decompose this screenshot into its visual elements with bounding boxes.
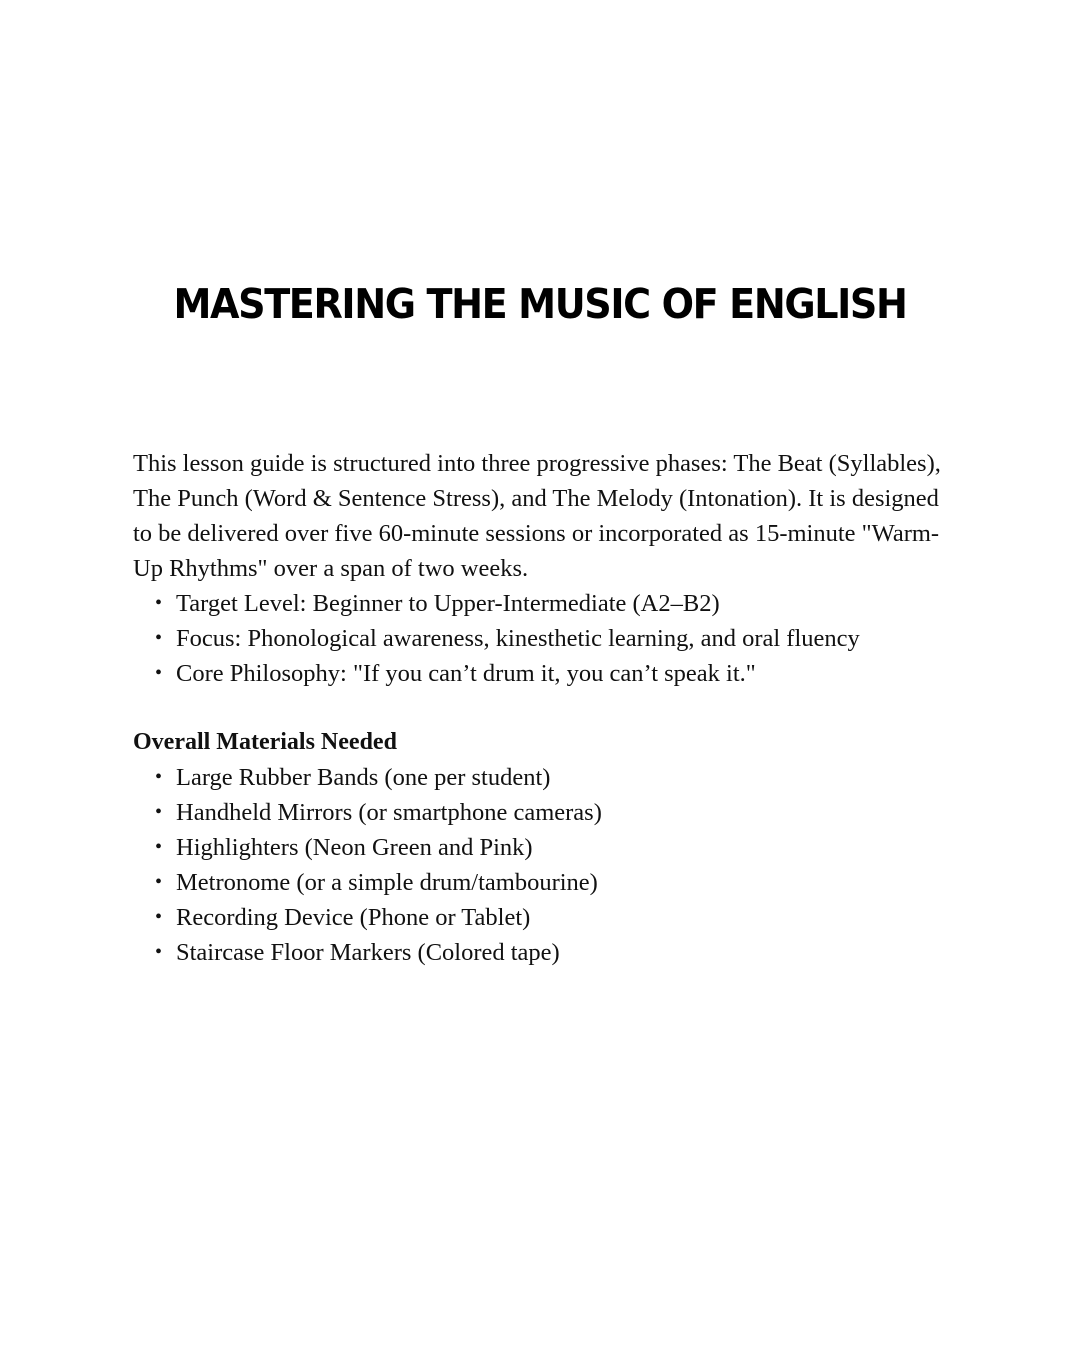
materials-list xyxy=(133,760,943,970)
materials-heading: Overall Materials Needed xyxy=(133,729,397,755)
materials-item: • Recording Device (Phone or Tablet) xyxy=(176,900,943,935)
materials-item: • Staircase Floor Markers (Colored tape) xyxy=(176,935,943,970)
overview-item: • Focus: Phonological awareness, kinesthetic learning, and oral fluency xyxy=(176,621,943,656)
page-title: MASTERING THE MUSIC OF ENGLISH xyxy=(173,280,907,328)
intro-paragraph: This lesson guide is structured into three progressive phases: The Beat (Syllables), The Punch (Word & Sentence Stress), and The Melody (Intonation). It is designed to be delivered over five 60-minute sessions or incorporated as 15-minute "Warm-Up Rhythms" over a span of two weeks. xyxy=(133,450,941,582)
materials-item: • Highlighters (Neon Green and Pink) xyxy=(176,830,943,865)
overview-list xyxy=(133,586,943,691)
lesson-content xyxy=(133,446,943,970)
materials-item: • Handheld Mirrors (or smartphone cameras) xyxy=(176,795,943,830)
materials-item: • Large Rubber Bands (one per student) xyxy=(176,760,943,795)
overview-item: • Target Level: Beginner to Upper-Intermediate (A2–B2) xyxy=(176,586,943,621)
overview-item: • Core Philosophy: "If you can’t drum it, you can’t speak it." xyxy=(176,656,943,691)
materials-item: • Metronome (or a simple drum/tambourine) xyxy=(176,865,943,900)
